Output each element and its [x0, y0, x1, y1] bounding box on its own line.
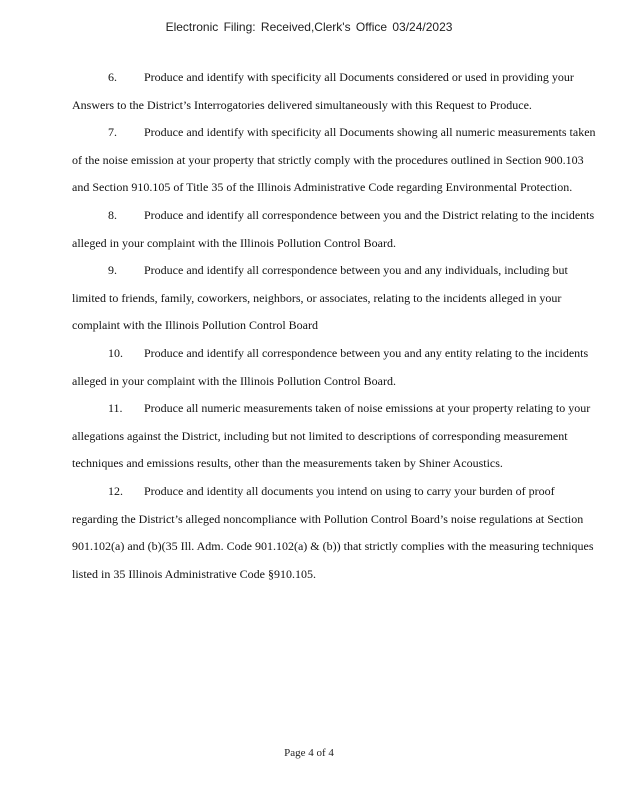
- paragraph-text: Produce and identify with specificity all Documents considered or used in providing your Answers to the District’s Interrogatories delivered simultaneously with this Request to Produce.: [72, 70, 574, 112]
- paragraph-number: 7.: [108, 125, 117, 140]
- request-paragraph-6: [72, 64, 600, 119]
- paragraph-number: 9.: [108, 263, 117, 278]
- paragraph-text: Produce and identify all correspondence between you and any individuals, including but limited to friends, family, coworkers, neighbors, or associates, relating to the incidents alleged in your complaint with the Illinois Pollution Control Board: [72, 263, 568, 333]
- document-body: [72, 64, 600, 588]
- request-paragraph-11: [72, 395, 600, 478]
- request-paragraph-7: [72, 119, 600, 202]
- paragraph-text: Produce all numeric measurements taken of noise emissions at your property relating to your allegations against the District, including but not limited to descriptions of corresponding measurement techniques and emissions results, other than the measurements taken by Shiner Acoustics.: [72, 401, 591, 471]
- paragraph-number: 8.: [108, 207, 117, 222]
- page-number: Page 4 of 4: [284, 747, 334, 759]
- request-paragraph-12: [72, 478, 600, 588]
- paragraph-text: Produce and identify all correspondence between you and any entity relating to the incidents alleged in your complaint with the Illinois Pollution Control Board.: [72, 345, 589, 388]
- request-paragraph-9: [72, 257, 600, 340]
- request-paragraph-10: [72, 340, 600, 395]
- paragraph-text: Produce and identify with specificity all Documents showing all numeric measurements taken of the noise emission at your property that strictly comply with the procedures outlined in Section 900.103 and Section 910.105 of Title 35 of the Illinois Administrative Code regarding Environmental Protection.: [72, 125, 596, 195]
- electronic-filing-header: Electronic Filing: Received,Clerk's Office 03/24/2023: [165, 20, 453, 34]
- paragraph-text: Produce and identify all correspondence between you and the District relating to the incidents alleged in your complaint with the Illinois Pollution Control Board.: [72, 207, 595, 250]
- request-paragraph-8: [72, 202, 600, 257]
- paragraph-number: 11.: [108, 401, 123, 416]
- paragraph-number: 6.: [108, 70, 117, 84]
- paragraph-text: Produce and identity all documents you intend on using to carry your burden of proof regarding the District’s alleged noncompliance with Pollution Control Board’s noise regulations at Section 901.102(a) and (b)(35 Ill. Adm. Code 901.102(a) & (b)) that strictly complies with the measuring techniques listed in 35 Illinois Administrative Code §910.105.: [72, 483, 594, 581]
- paragraph-number: 10.: [108, 345, 123, 360]
- paragraph-number: 12.: [108, 483, 123, 498]
